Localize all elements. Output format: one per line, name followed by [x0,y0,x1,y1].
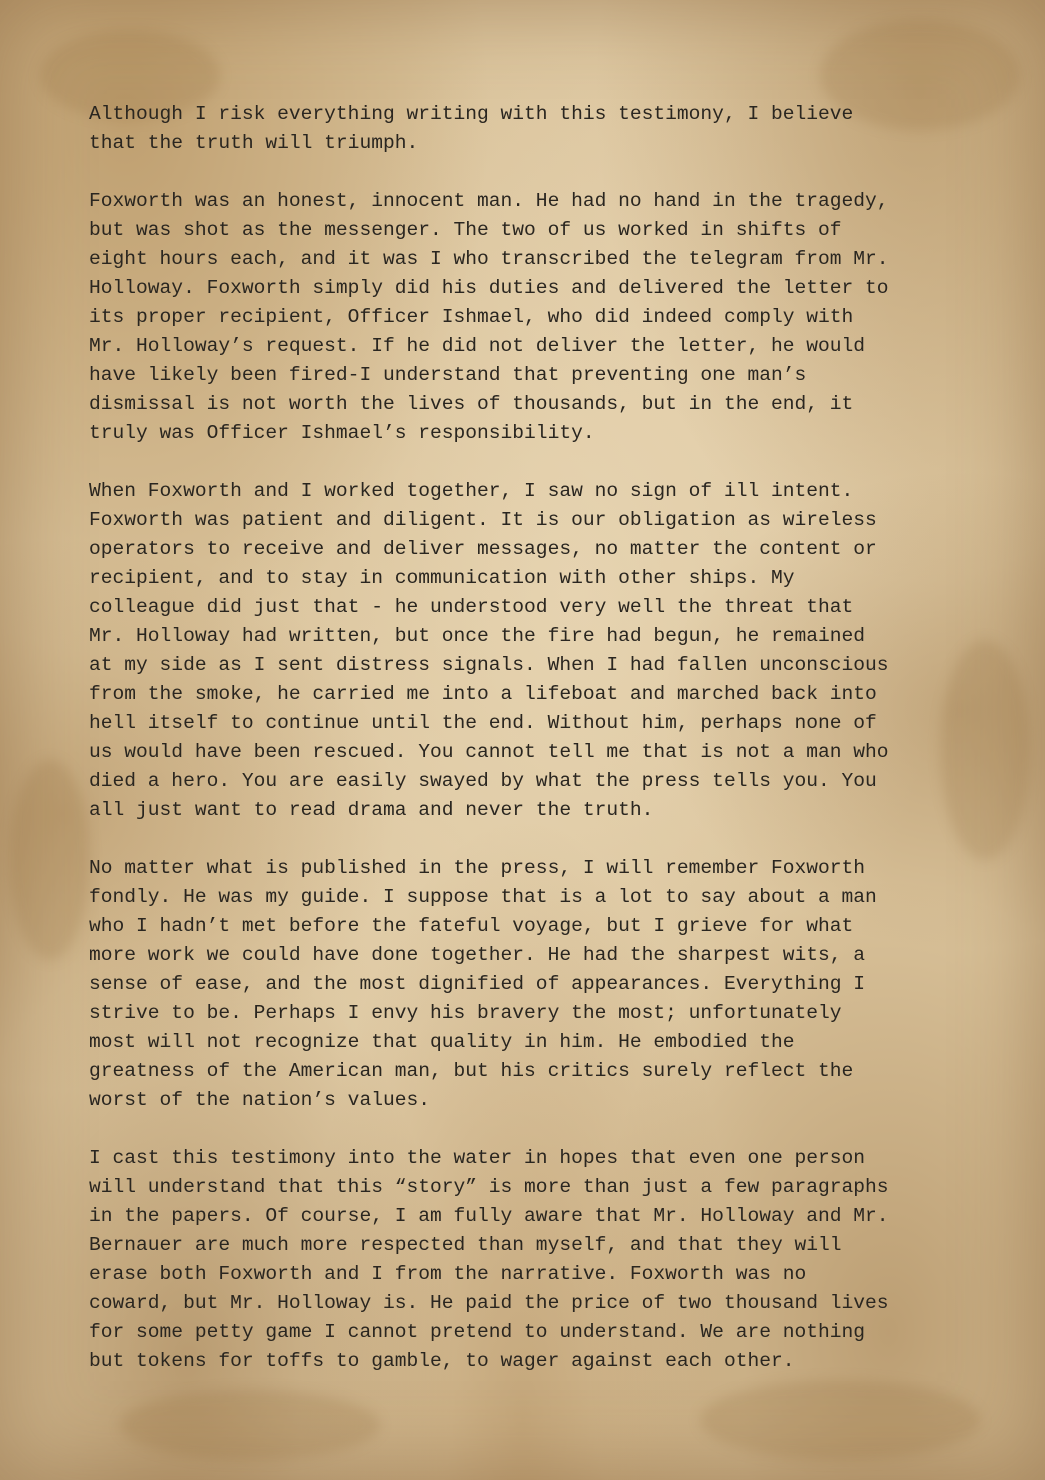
paper-stain [10,760,90,960]
letter-paragraph: Although I risk everything writing with this testimony, I believe that the truth will triumph. [89,103,854,154]
letter-paragraph: No matter what is published in the press, I will remember Foxworth fondly. He was my guide. I suppose that is a lot to say about a man who I hadn’t met before the fateful voyage, but I grieve for what more work we could have done together. He had the sharpest wits, a sense of ease, and the most dignified of appearances. Everything I strive to be. Perhaps I envy his bravery the most; unfortunately most will not recognize that quality in him. He embodied the greatness of the American man, but his critics surely reflect the worst of the nation’s values. [89,857,877,1111]
testimony-letter [89,100,969,1405]
letter-paragraph: I cast this testimony into the water in hopes that even one person will understand that this “story” is more than just a few paragraphs in the papers. Of course, I am fully aware that Mr. Holloway and Mr. Bernauer are much more respected than myself, and that they will erase both Foxworth and I from the narrative. Foxworth was no coward, but Mr. Holloway is. He paid the price of two thousand lives for some petty game I cannot pretend to understand. We are nothing but tokens for toffs to gamble, to wager against each other. [89,1147,889,1372]
letter-paragraph: Foxworth was an honest, innocent man. He had no hand in the tragedy, but was shot as the messenger. The two of us worked in shifts of eight hours each, and it was I who transcribed the telegram from Mr. Holloway. Foxworth simply did his duties and delivered the letter to its proper recipient, Officer Ishmael, who did indeed comply with Mr. Holloway’s request. If he did not deliver the letter, he would have likely been fired-I understand that preventing one man’s dismissal is not worth the lives of thousands, but in the end, it truly was Officer Ishmael’s responsibility. [89,190,889,444]
letter-paragraph: When Foxworth and I worked together, I saw no sign of ill intent. Foxworth was patient and diligent. It is our obligation as wireless operators to receive and deliver messages, no matter the content or recipient, and to stay in communication with other ships. My colleague did just that - he understood very well the threat that Mr. Holloway had written, but once the fire had begun, he remained at my side as I sent distress signals. When I had fallen unconscious from the smoke, he carried me into a lifeboat and marched back into hell itself to continue until the end. Without him, perhaps none of us would have been rescued. You cannot tell me that is not a man who died a hero. You are easily swayed by what the press tells you. You all just want to read drama and never the truth. [89,480,889,821]
